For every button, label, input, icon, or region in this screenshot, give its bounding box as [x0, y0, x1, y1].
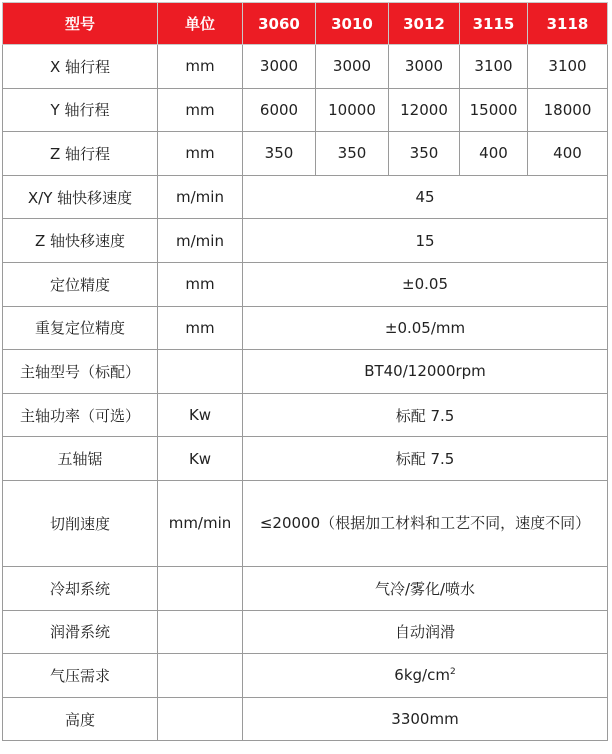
spec-table	[2, 2, 608, 741]
row-unit: mm/min	[158, 480, 243, 566]
table-row	[3, 697, 608, 741]
table-row	[3, 219, 608, 263]
row-label: Z 轴快移速度	[3, 219, 158, 263]
cell-value	[243, 654, 608, 698]
cell-value: ±0.05/mm	[243, 306, 608, 350]
row-unit: mm	[158, 262, 243, 306]
table-row	[3, 480, 608, 566]
cell-value: 12000	[389, 88, 460, 132]
row-label: Z 轴行程	[3, 132, 158, 176]
table-row	[3, 654, 608, 698]
row-unit: Kw	[158, 393, 243, 437]
row-unit	[158, 610, 243, 654]
row-unit: mm	[158, 306, 243, 350]
row-label: 主轴型号（标配）	[3, 350, 158, 394]
cell-value: 350	[316, 132, 389, 176]
cell-value: 400	[460, 132, 528, 176]
cell-value: 3300mm	[243, 697, 608, 741]
table-row	[3, 132, 608, 176]
row-label: 定位精度	[3, 262, 158, 306]
table-row	[3, 262, 608, 306]
table-row	[3, 88, 608, 132]
header-model-3060: 3060	[243, 3, 316, 45]
row-unit: mm	[158, 45, 243, 89]
header-model: 型号	[3, 3, 158, 45]
table-row	[3, 350, 608, 394]
row-unit	[158, 350, 243, 394]
cell-value: 15	[243, 219, 608, 263]
table-row	[3, 45, 608, 89]
cell-value: 3100	[460, 45, 528, 89]
cell-value: 3000	[243, 45, 316, 89]
header-row	[3, 3, 608, 45]
header-unit: 单位	[158, 3, 243, 45]
table-row	[3, 175, 608, 219]
row-label: 润滑系统	[3, 610, 158, 654]
row-unit	[158, 654, 243, 698]
table-row	[3, 566, 608, 610]
cell-value: 15000	[460, 88, 528, 132]
superscript-exponent: 2	[449, 667, 456, 678]
cell-value: 400	[528, 132, 608, 176]
header-model-3010: 3010	[316, 3, 389, 45]
header-model-3115: 3115	[460, 3, 528, 45]
header-model-3012: 3012	[389, 3, 460, 45]
cell-value: 3000	[316, 45, 389, 89]
row-unit	[158, 566, 243, 610]
cell-value: ±0.05	[243, 262, 608, 306]
row-unit: mm	[158, 132, 243, 176]
row-label: 主轴功率（可选）	[3, 393, 158, 437]
cell-value: 10000	[316, 88, 389, 132]
row-unit: m/min	[158, 219, 243, 263]
table-row	[3, 306, 608, 350]
cell-value: 气冷/雾化/喷水	[243, 566, 608, 610]
row-label: 五轴锯	[3, 437, 158, 481]
row-label: 高度	[3, 697, 158, 741]
cell-value: 3000	[389, 45, 460, 89]
row-label: X/Y 轴快移速度	[3, 175, 158, 219]
cell-value: 45	[243, 175, 608, 219]
cell-value: 18000	[528, 88, 608, 132]
cell-value: 350	[389, 132, 460, 176]
cell-value: 3100	[528, 45, 608, 89]
cell-value: 标配 7.5	[243, 437, 608, 481]
cell-value: 6000	[243, 88, 316, 132]
row-label: 重复定位精度	[3, 306, 158, 350]
cell-value: 自动润滑	[243, 610, 608, 654]
row-label: 冷却系统	[3, 566, 158, 610]
cell-value: ≤20000（根据加工材料和工艺不同，速度不同）	[243, 480, 608, 566]
cell-value: BT40/12000rpm	[243, 350, 608, 394]
table-row	[3, 610, 608, 654]
row-unit	[158, 697, 243, 741]
cell-value: 350	[243, 132, 316, 176]
table-row	[3, 437, 608, 481]
table-row	[3, 393, 608, 437]
row-unit: mm	[158, 88, 243, 132]
row-unit: Kw	[158, 437, 243, 481]
row-label: 切削速度	[3, 480, 158, 566]
cell-value: 标配 7.5	[243, 393, 608, 437]
row-label: X 轴行程	[3, 45, 158, 89]
header-model-3118: 3118	[528, 3, 608, 45]
air-pressure-value: 6kg/cm	[394, 666, 450, 685]
row-label: Y 轴行程	[3, 88, 158, 132]
row-unit: m/min	[158, 175, 243, 219]
row-label: 气压需求	[3, 654, 158, 698]
